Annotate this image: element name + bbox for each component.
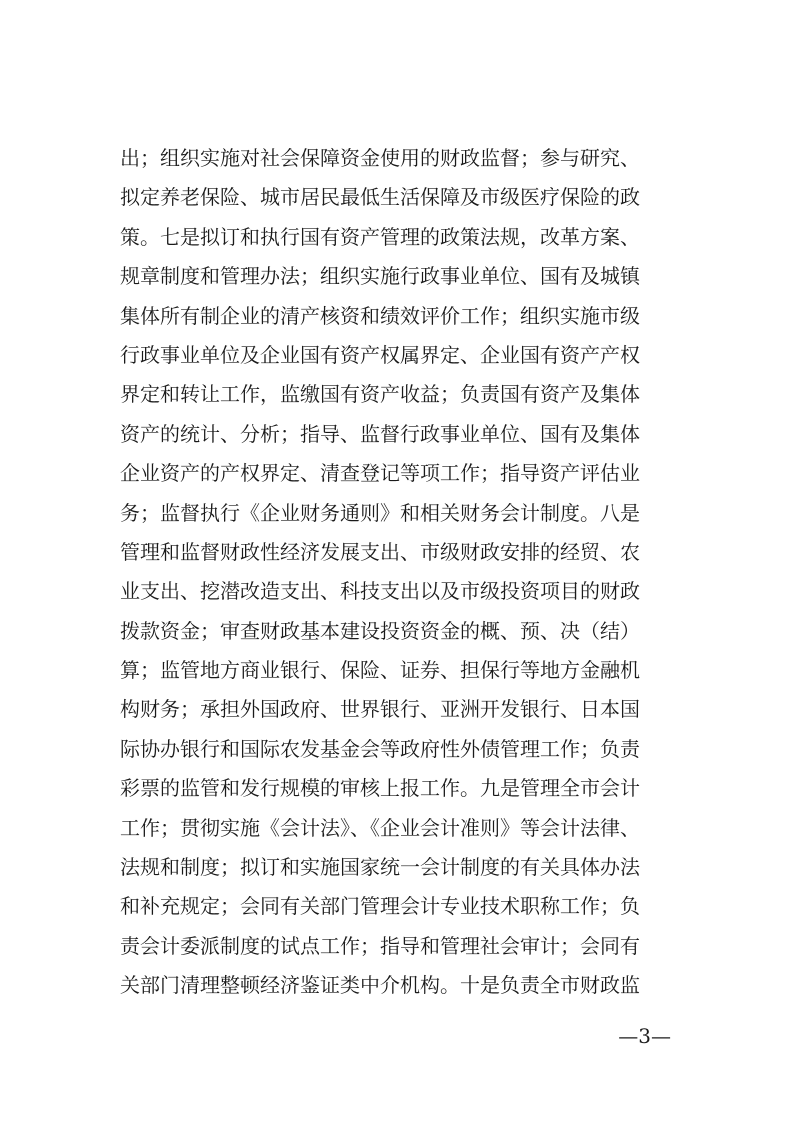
text-line: 界定和转让工作，监缴国有资产收益；负责国有资产及集体 bbox=[120, 382, 640, 407]
text-line: 管理和监督财政性经济发展支出、市级财政安排的经贸、农 bbox=[120, 539, 640, 564]
text-line: 拟定养老保险、城市居民最低生活保障及市级医疗保险的政 bbox=[120, 185, 640, 210]
text-line: 业支出、挖潜改造支出、科技支出以及市级投资项目的财政 bbox=[120, 579, 640, 604]
text-line: 行政事业单位及企业国有资产权属界定、企业国有资产产权 bbox=[120, 342, 640, 367]
page-number: —3— bbox=[618, 1024, 671, 1048]
text-line: 出；组织实施对社会保障资金使用的财政监督；参与研究、 bbox=[120, 146, 640, 170]
text-line: 关部门清理整顿经济鉴证类中介机构。十是负责全市财政监 bbox=[120, 973, 640, 998]
text-line: 拨款资金；审查财政基本建设投资资金的概、预、决（结） bbox=[120, 618, 640, 643]
text-line: 算；监管地方商业银行、保险、证券、担保行等地方金融机 bbox=[120, 658, 640, 683]
text-line: 资产的统计、分析；指导、监督行政事业单位、国有及集体 bbox=[120, 421, 640, 446]
text-line: 策。七是拟订和执行国有资产管理的政策法规，改革方案、 bbox=[120, 224, 640, 249]
text-line: 务；监督执行《企业财务通则》和相关财务会计制度。八是 bbox=[120, 500, 640, 525]
body-text bbox=[120, 139, 686, 1006]
text-line: 和补充规定；会同有关部门管理会计专业技术职称工作；负 bbox=[120, 894, 640, 919]
text-line: 规章制度和管理办法；组织实施行政事业单位、国有及城镇 bbox=[120, 264, 640, 289]
text-line: 际协办银行和国际农发基金会等政府性外债管理工作；负责 bbox=[120, 736, 640, 761]
text-line: 集体所有制企业的清产核资和绩效评价工作；组织实施市级 bbox=[120, 303, 640, 328]
text-line: 法规和制度；拟订和实施国家统一会计制度的有关具体办法 bbox=[120, 855, 640, 880]
text-line: 构财务；承担外国政府、世界银行、亚洲开发银行、日本国 bbox=[120, 697, 640, 722]
text-line: 企业资产的产权界定、清查登记等项工作；指导资产评估业 bbox=[120, 461, 640, 486]
text-line: 工作；贯彻实施《会计法》、《企业会计准则》等会计法律、 bbox=[120, 815, 640, 840]
text-line: 彩票的监管和发行规模的审核上报工作。九是管理全市会计 bbox=[120, 776, 640, 801]
text-line: 责会计委派制度的试点工作；指导和管理社会审计；会同有 bbox=[120, 933, 640, 958]
